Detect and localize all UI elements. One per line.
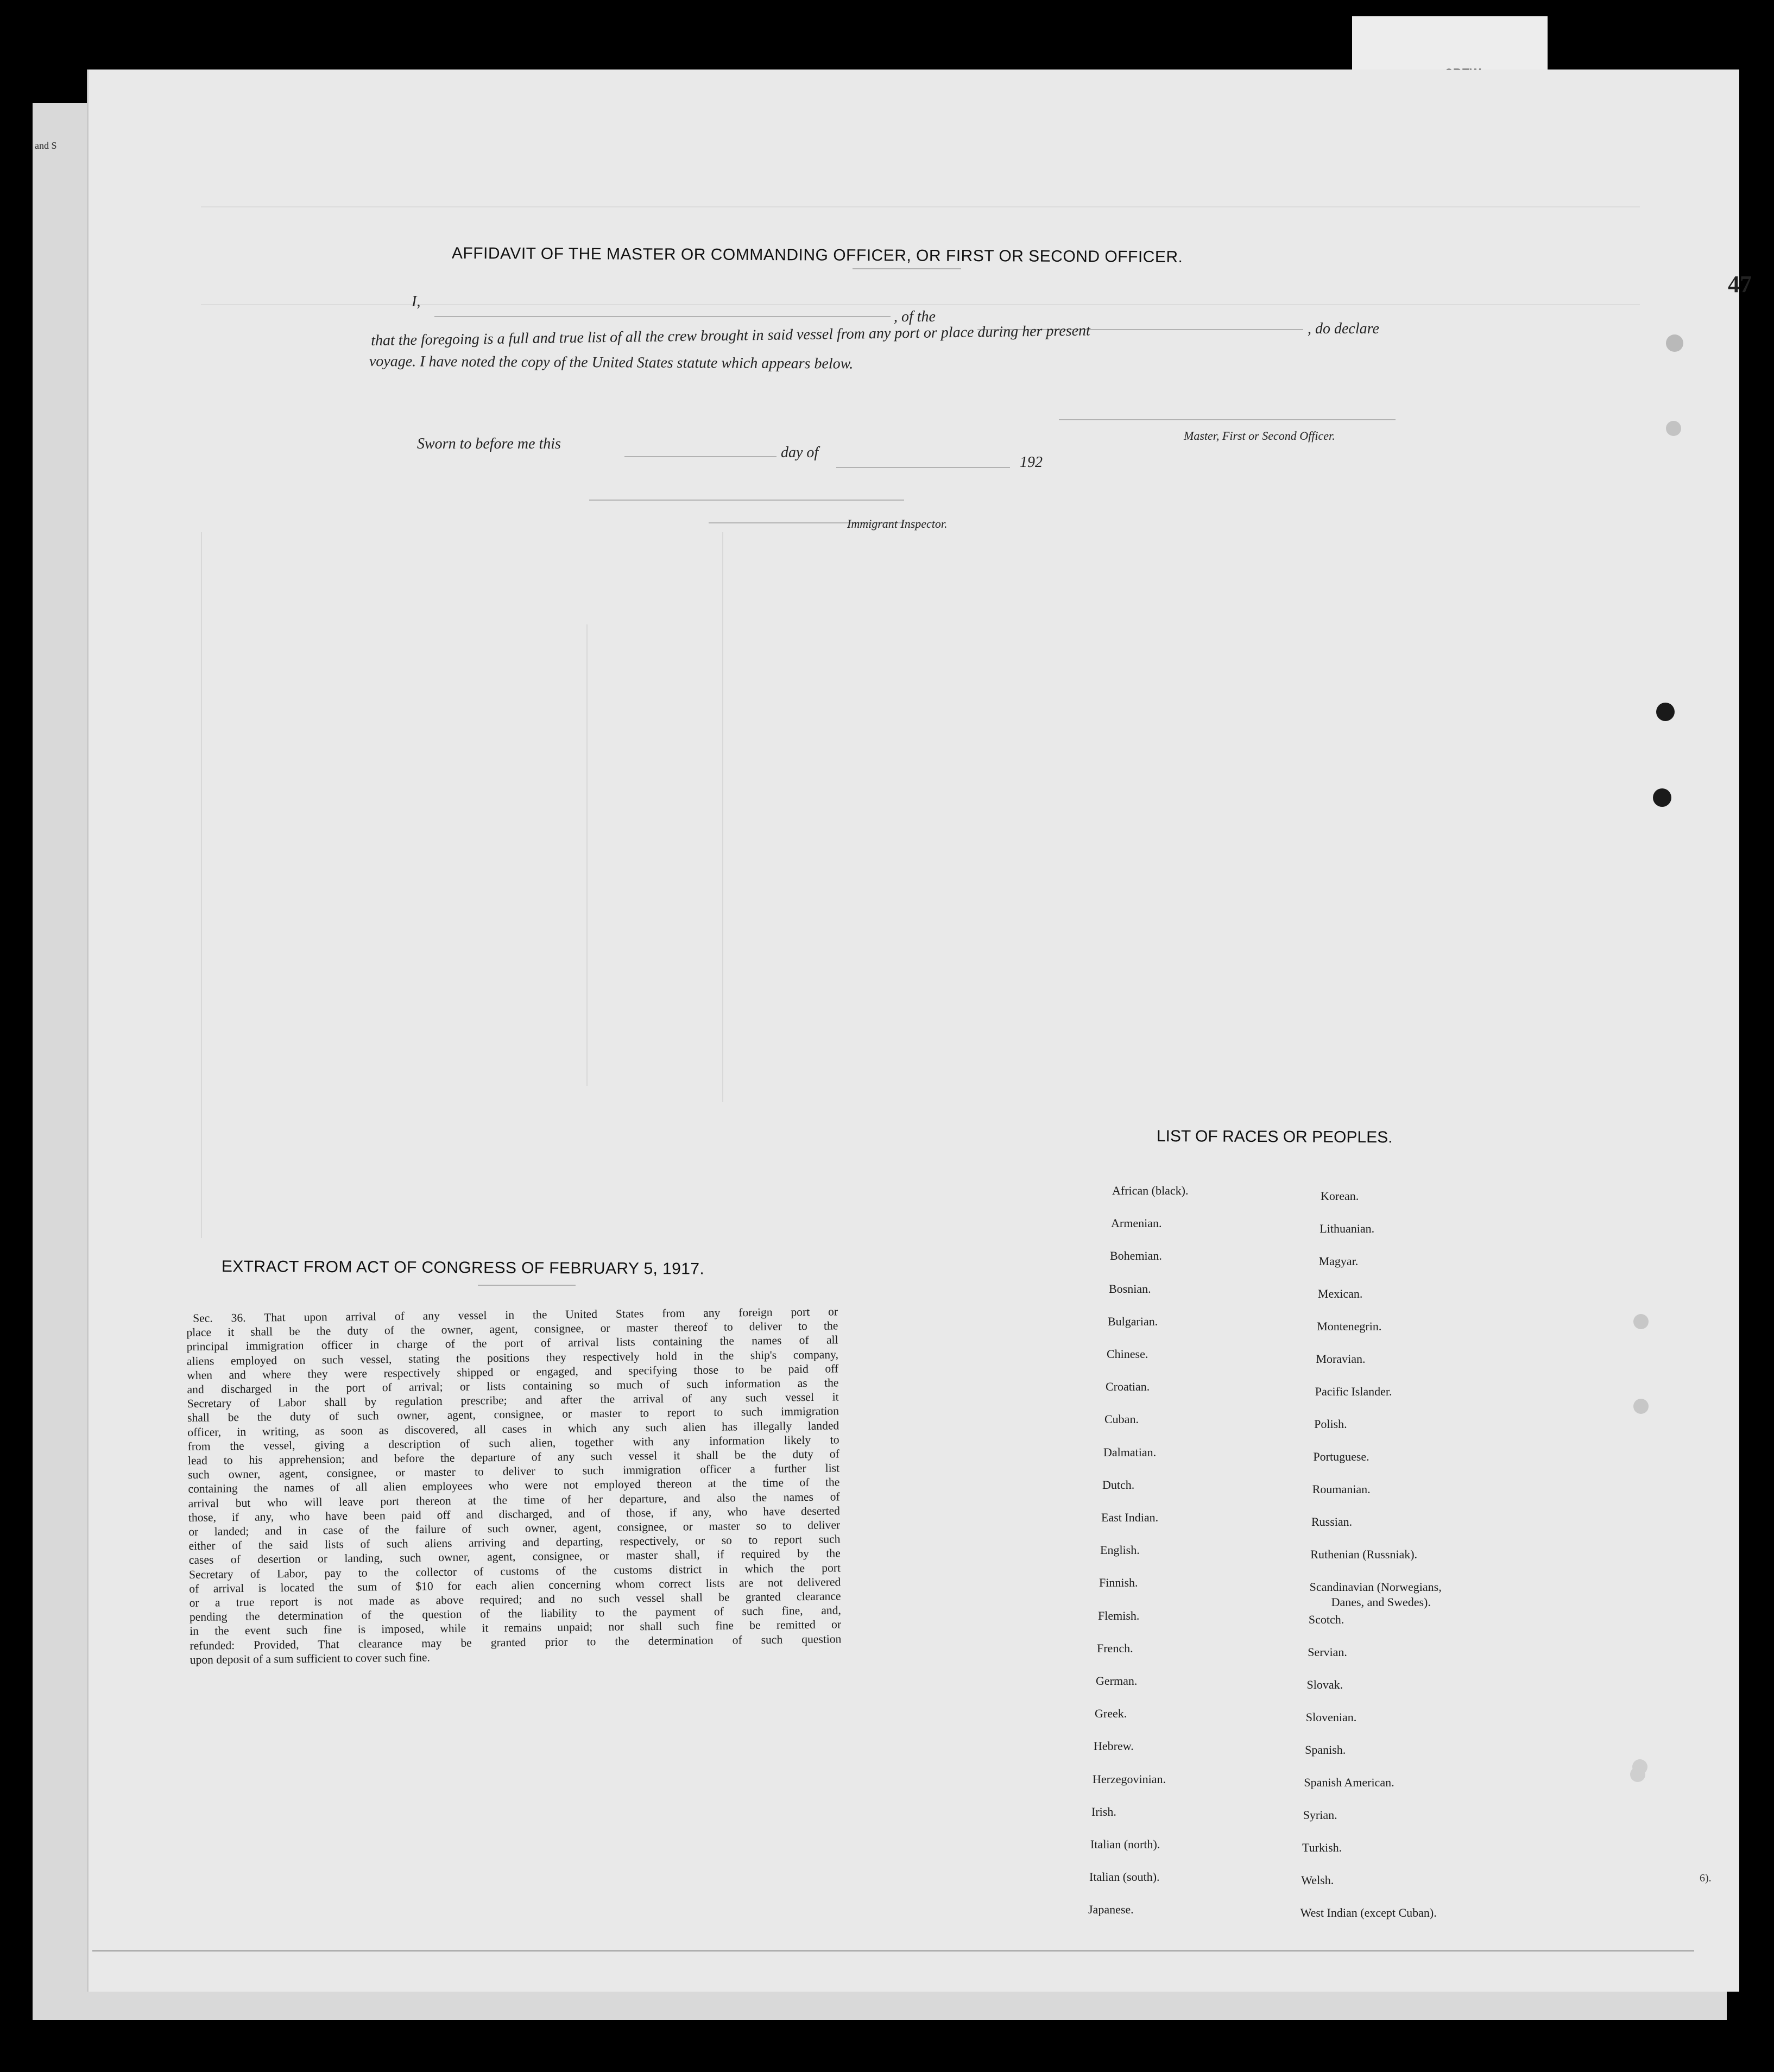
extract-line: refunded: Provided, That clearance may be granted prior to the determination of such question bbox=[190, 1632, 842, 1652]
inspector-line bbox=[589, 500, 904, 501]
extract-line: shall be the duty of such owner, agent, consignee, or master to report to such immigration bbox=[187, 1404, 839, 1425]
race-item: Cuban. bbox=[1104, 1412, 1139, 1426]
race-item: Greek. bbox=[1095, 1707, 1127, 1721]
extract-line: or a true report is not made as above required; and no such vessel shall be granted clearance bbox=[189, 1589, 841, 1610]
extract-line: Secretary of Labor, pay to the collector of customs of the customs district in which the port bbox=[188, 1561, 841, 1581]
binder-hole bbox=[1633, 1399, 1649, 1414]
race-item: Spanish American. bbox=[1304, 1776, 1394, 1789]
race-item: Italian (north). bbox=[1090, 1837, 1160, 1851]
race-item: Russian. bbox=[1311, 1515, 1353, 1528]
sworn-text: Sworn to before me this bbox=[417, 435, 561, 452]
extract-line: Sec. 36. That upon arrival of any vessel in the United States from any foreign port or bbox=[193, 1305, 838, 1325]
extract-line: from the vessel, giving a description of such alien, together with any information likely to bbox=[187, 1433, 839, 1453]
extract-line: and discharged in the port of arrival; or lists containing so much of such information as the bbox=[187, 1376, 839, 1397]
signature-line bbox=[1059, 419, 1396, 420]
race-item: Italian (south). bbox=[1089, 1870, 1160, 1884]
sworn-day-of: day of bbox=[781, 444, 819, 461]
race-item: Syrian. bbox=[1303, 1808, 1337, 1822]
page-number-fragment: 47 bbox=[1728, 271, 1752, 298]
extract-line: either of the said lists of such aliens arriving and departing, respectively, or so to report such bbox=[188, 1532, 841, 1553]
binder-hole bbox=[1630, 1767, 1645, 1782]
race-item: Spanish. bbox=[1305, 1743, 1346, 1757]
extract-line: lead to his apprehension; and before the departure of any such vessel it shall be the duty of bbox=[187, 1447, 839, 1468]
race-item: French. bbox=[1097, 1641, 1133, 1655]
left-edge-text: and S bbox=[35, 140, 57, 151]
column-rule bbox=[722, 532, 723, 1102]
race-item: Mexican. bbox=[1317, 1287, 1363, 1300]
race-item: Dalmatian. bbox=[1103, 1445, 1157, 1459]
title-underline bbox=[853, 268, 961, 269]
race-item: Danes, and Swedes). bbox=[1331, 1595, 1431, 1609]
race-item: Welsh. bbox=[1301, 1873, 1334, 1887]
affidavit-of-the: , of the bbox=[894, 308, 936, 325]
race-item: Slovenian. bbox=[1305, 1710, 1357, 1724]
affidavit-line-2: that the foregoing is a full and true list of all the crew brought in said vessel from any port or place during her present bbox=[371, 322, 1091, 349]
extract-line: Secretary of Labor shall by regulation prescribe; and after the arrival of any such vessel it bbox=[187, 1390, 839, 1411]
race-item: Bosnian. bbox=[1109, 1281, 1151, 1296]
extract-line: when and where they were respectively shipped or engaged, and specifying those to be paid off bbox=[187, 1362, 839, 1382]
affidavit-line-3: voyage. I have noted the copy of the United States statute which appears below. bbox=[369, 353, 854, 372]
extract-line: pending the determination of the question of the liability to the payment of such fine, and, bbox=[189, 1603, 841, 1624]
race-item: Magyar. bbox=[1318, 1254, 1359, 1268]
extract-title: EXTRACT FROM ACT OF CONGRESS OF FEBRUARY 5, 1917. bbox=[221, 1258, 705, 1278]
race-item: Scandinavian (Norwegians, bbox=[1309, 1580, 1442, 1594]
race-item: Roumanian. bbox=[1312, 1482, 1371, 1496]
race-item: Croatian. bbox=[1106, 1380, 1150, 1394]
extract-line: containing the names of all alien employees who were not employed thereon at the time of the bbox=[188, 1475, 840, 1496]
binder-hole bbox=[1666, 334, 1683, 352]
extract-line: officer, in writing, as soon as discovered, all cases in which any such alien has illegally landed bbox=[187, 1419, 839, 1439]
race-item: Scotch. bbox=[1308, 1613, 1344, 1626]
races-title: LIST OF RACES OR PEOPLES. bbox=[1156, 1127, 1393, 1147]
race-item: Portuguese. bbox=[1313, 1450, 1369, 1463]
extract-line: of arrival is located the sum of $10 for each alien concerning whom correct lists are not delivered bbox=[189, 1575, 841, 1595]
binder-hole bbox=[1633, 1314, 1649, 1329]
binder-hole bbox=[1653, 788, 1671, 807]
race-item: Moravian. bbox=[1316, 1352, 1366, 1366]
binder-hole bbox=[1656, 703, 1675, 721]
race-item: German. bbox=[1096, 1674, 1138, 1688]
race-item: Ruthenian (Russniak). bbox=[1310, 1547, 1418, 1561]
race-item: Chinese. bbox=[1107, 1347, 1148, 1361]
extract-underline bbox=[478, 1285, 576, 1286]
extract-text bbox=[186, 1304, 842, 1667]
inspector-caption: Immigrant Inspector. bbox=[847, 517, 948, 530]
sworn-month-blank bbox=[836, 467, 1010, 468]
right-edge-text: 6). bbox=[1700, 1872, 1712, 1884]
extract-line: cases of desertion or landing, such owner, agent, consignee, or master shall, if required by the bbox=[188, 1546, 841, 1567]
race-item: Servian. bbox=[1308, 1645, 1347, 1659]
race-item: Dutch. bbox=[1102, 1477, 1135, 1492]
affidavit-do-declare: , do declare bbox=[1308, 320, 1379, 337]
race-item: Finnish. bbox=[1099, 1576, 1138, 1590]
race-item: Pacific Islander. bbox=[1315, 1385, 1392, 1398]
master-caption: Master, First or Second Officer. bbox=[1184, 429, 1335, 443]
race-item: East Indian. bbox=[1101, 1511, 1159, 1524]
affidavit-title: AFFIDAVIT OF THE MASTER OR COMMANDING OFFICER, OR FIRST OR SECOND OFFICER. bbox=[451, 244, 1183, 267]
extract-line: upon deposit of a sum sufficient to cover such fine. bbox=[190, 1651, 431, 1666]
extract-line: place it shall be the duty of the owner, agent, consignee, or master thereof to deliver to the bbox=[186, 1319, 838, 1340]
race-item: Armenian. bbox=[1111, 1216, 1162, 1230]
race-item: Hebrew. bbox=[1094, 1739, 1134, 1753]
binder-hole bbox=[1666, 421, 1681, 436]
extract-line: such owner, agent, consignee, or master to deliver to such immigration officer a further list bbox=[188, 1461, 840, 1482]
extract-line: aliens employed on such vessel, stating the positions they respectively hold in the ship's company, bbox=[186, 1348, 839, 1368]
manifest-sheet bbox=[87, 70, 1739, 1992]
extract-line: principal immigration officer in charge of the port of arrival lists containing the names of all bbox=[186, 1333, 838, 1354]
race-item: Turkish. bbox=[1302, 1841, 1342, 1854]
extract-line: or landed; and in case of the failure of such owner, agent, consignee, or master so to deliver bbox=[188, 1518, 841, 1539]
race-item: Korean. bbox=[1321, 1189, 1359, 1203]
race-item: Polish. bbox=[1314, 1417, 1347, 1431]
sworn-day-blank bbox=[624, 456, 776, 457]
extract-line: arrival but who will leave port thereon at the time of her departure, and also the names of bbox=[188, 1490, 840, 1510]
extract-line: those, if any, who have been paid off and discharged, and of those, if any, who have deserted bbox=[188, 1504, 841, 1524]
bottom-rule bbox=[92, 1950, 1694, 1951]
race-item: Montenegrin. bbox=[1317, 1319, 1382, 1333]
column-rule bbox=[586, 624, 588, 1086]
grid-rule bbox=[201, 206, 1640, 207]
race-item: Flemish. bbox=[1098, 1608, 1140, 1622]
race-item: Irish. bbox=[1091, 1804, 1116, 1818]
sworn-year: 192 bbox=[1020, 454, 1043, 471]
race-item: Bohemian. bbox=[1110, 1249, 1162, 1263]
race-item: Bulgarian. bbox=[1108, 1314, 1158, 1328]
race-item: West Indian (except Cuban). bbox=[1300, 1906, 1437, 1919]
extract-line: in the event such fine is imposed, while it remains unpaid; nor shall such fine be remitted or bbox=[190, 1618, 842, 1638]
name-blank bbox=[434, 316, 891, 317]
column-rule bbox=[201, 532, 202, 1238]
race-item: Slovak. bbox=[1306, 1678, 1343, 1691]
race-item: African (black). bbox=[1112, 1184, 1189, 1197]
race-item: English. bbox=[1100, 1543, 1140, 1557]
race-item: Lithuanian. bbox=[1320, 1222, 1375, 1235]
race-item: Japanese. bbox=[1088, 1903, 1134, 1917]
race-item: Herzegovinian. bbox=[1093, 1772, 1166, 1786]
affidavit-i: I, bbox=[412, 293, 421, 310]
